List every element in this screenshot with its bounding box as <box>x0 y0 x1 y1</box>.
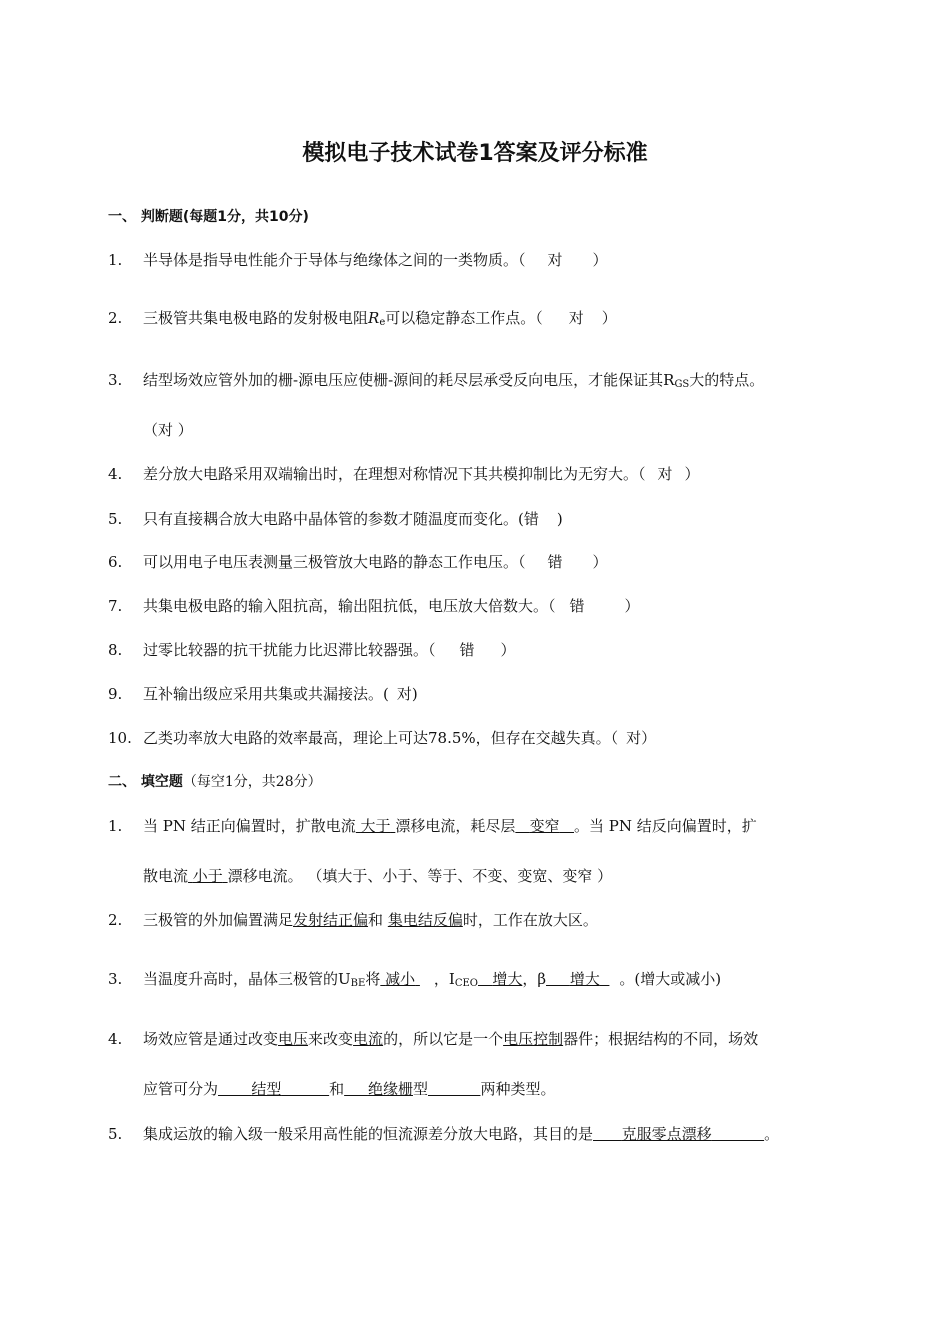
fill-item-4-cont: 应管可分为 结型 和 绝缘栅型 两种类型。 <box>143 1080 556 1098</box>
judge-item-3-answer: （对 ） <box>143 421 193 439</box>
section-2-heading: 二、 填空题（每空1分，共28分） <box>108 774 322 790</box>
fill-item-1-cont: 散电流 小于 漂移电流。 （填大于、小于、等于、不变、变宽、变窄 ） <box>143 867 613 885</box>
judge-item-9: 9. 互补输出级应采用共集或共漏接法。( 对) <box>108 685 418 703</box>
judge-item-1: 1. 半导体是指导电性能介于导体与绝缘体之间的一类物质。（ 对 ） <box>108 251 608 269</box>
judge-item-6: 6. 可以用电子电压表测量三极管放大电路的静态工作电压。（ 错 ） <box>108 553 608 571</box>
fill-item-2: 2. 三极管的外加偏置满足发射结正偏和 集电结反偏时，工作在放大区。 <box>108 911 598 929</box>
page-title: 模拟电子技术试卷1答案及评分标准 <box>302 141 648 166</box>
judge-item-8: 8. 过零比较器的抗干扰能力比迟滞比较器强。（ 错 ） <box>108 641 516 659</box>
judge-item-2: 2. 三极管共集电极电路的发射极电阻$R_e$可以稳定静态工作点。（ 对 ） <box>108 309 617 328</box>
fill-item-3: 3. 当温度升高时，晶体三极管的$U_{BE}$将 减小 ，$I_{CEO}$ 增大，β 增大 。(增大或减小) <box>108 970 722 989</box>
judge-item-4: 4. 差分放大电路采用双端输出时，在理想对称情况下其共模抑制比为无穷大。（ 对 ） <box>108 465 700 483</box>
fill-item-1: 1. 当 PN 结正向偏置时，扩散电流 大于 漂移电流，耗尽层 变窄 。当 PN 结反向偏置时，扩 <box>108 817 757 835</box>
judge-item-5: 5. 只有直接耦合放大电路中晶体管的参数才随温度而变化。(错 ) <box>108 510 563 528</box>
judge-item-3: 3. 结型场效应管外加的栅-源电压应使栅-源间的耗尽层承受反向电压，才能保证其$R_{GS}$大的特点。 <box>108 371 765 390</box>
section-1-heading: 一、 判断题(每题1分，共10分) <box>108 209 309 225</box>
judge-item-7: 7. 共集电极电路的输入阻抗高，输出阻抗低，电压放大倍数大。（ 错 ） <box>108 597 640 615</box>
judge-item-10: 10. 乙类功率放大电路的效率最高，理论上可达78.5%，但存在交越失真。（ 对） <box>108 729 657 747</box>
fill-item-4: 4. 场效应管是通过改变电压来改变电流的，所以它是一个电压控制器件；根据结构的不同，场效 <box>108 1030 759 1048</box>
fill-item-5: 5. 集成运放的输入级一般采用高性能的恒流源差分放大电路，其目的是 克服零点漂移 。 <box>108 1125 780 1143</box>
